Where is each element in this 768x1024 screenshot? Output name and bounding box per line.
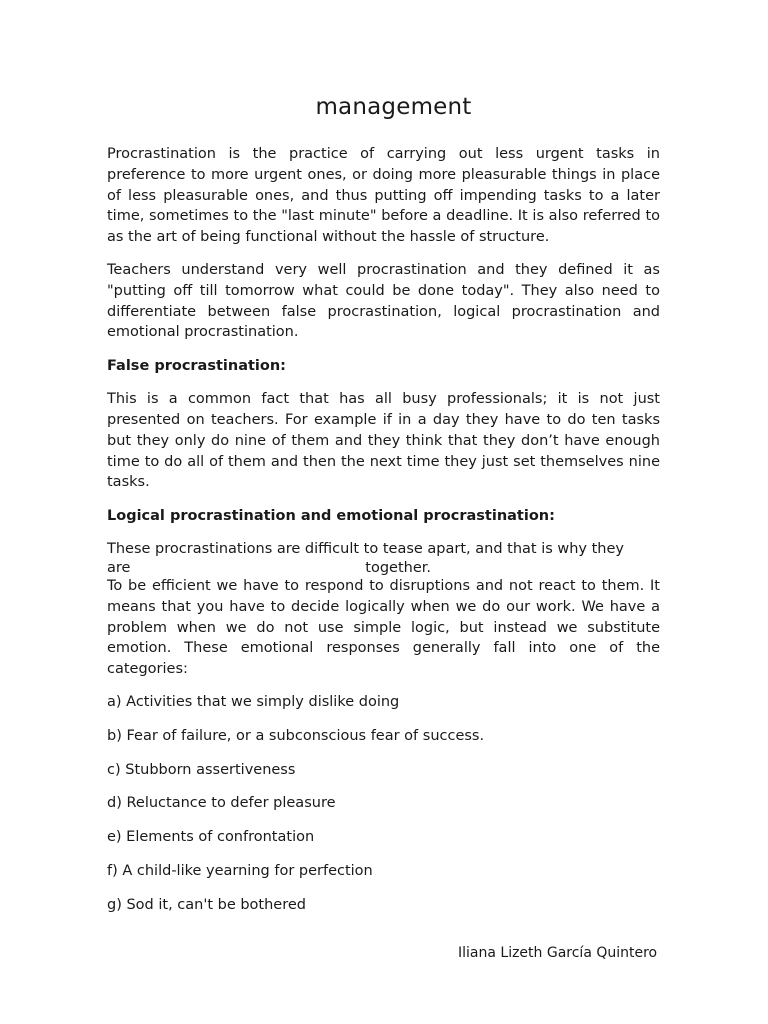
document-title: management <box>315 94 472 120</box>
paragraph-line-2-end: together. <box>365 559 431 576</box>
list-item: e) Elements of confrontation <box>107 829 315 846</box>
list-item: b) Fear of failure, or a subconscious fear of success. <box>107 727 485 744</box>
section-paragraph-logical-emotional <box>107 539 660 680</box>
section-heading-logical-emotional: Logical procrastination and emotional procrastination: <box>107 508 555 525</box>
document-page <box>107 90 660 929</box>
list-item: d) Reluctance to defer pleasure <box>107 795 336 812</box>
paragraph-line-2 <box>107 560 431 576</box>
list-item: a) Activities that we simply dislike doing <box>107 693 400 710</box>
paragraph-rest: To be efficient we have to respond to disruptions and not react to them. It means that you have to decide logically when we do our work. We have a problem when we do not use simple logic, but instead we substitute emotion. These emotional responses generally fall into one of the categories: <box>107 577 660 678</box>
list-item: c) Stubborn assertiveness <box>107 761 296 778</box>
paragraph-line-1: These procrastinations are difficult to tease apart, and that is why they <box>107 541 625 558</box>
section-heading-false-procrastination: False procrastination: <box>107 358 286 375</box>
author-name: Iliana Lizeth García Quintero <box>458 945 658 961</box>
intro-paragraph-1: Procrastination is the practice of carrying out less urgent tasks in preference to more urgent ones, or doing more pleasurable things in place of less pleasurable ones, and thus putting off impending tasks to a later time, sometimes to the "last minute" before a deadline. It is also referred to as the art of being functional without the hassle of structure. <box>107 146 660 246</box>
list-item: g) Sod it, can't be bothered <box>107 896 306 913</box>
paragraph-line-2-start: are <box>107 559 131 576</box>
intro-paragraph-2: Teachers understand very well procrastination and they defined it as "putting off till tomorrow what could be done today". They also need to differentiate between false procrastination, logical procrastination and emotional procrastination. <box>107 261 660 341</box>
section-paragraph-false-procrastination: This is a common fact that has all busy professionals; it is not just presented on teachers. For example if in a day they have to do ten tasks but they only do nine of them and they think that they don’t have enough time to do all of them and then the next time they just set themselves nine tasks. <box>107 391 660 491</box>
list-item: f) A child-like yearning for perfection <box>107 862 373 879</box>
